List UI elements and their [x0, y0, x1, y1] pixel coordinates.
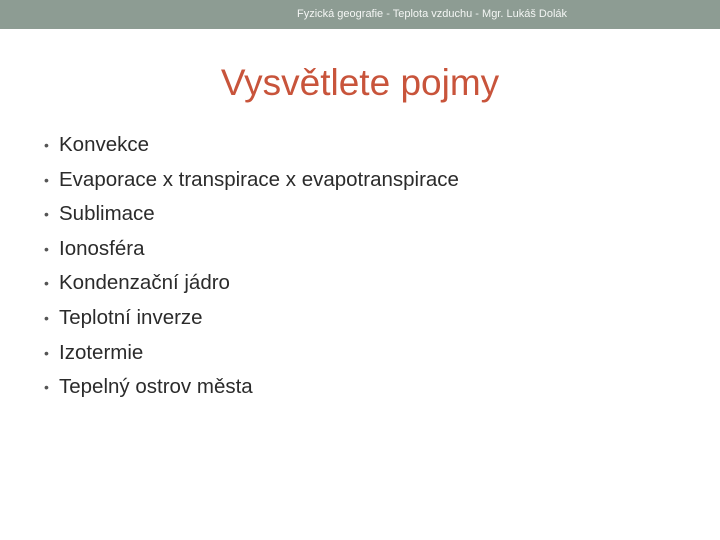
list-item-label: Ionosféra: [59, 236, 145, 260]
list-item: [44, 199, 459, 234]
list-item: [44, 268, 459, 303]
bullet-icon: •: [44, 344, 49, 361]
list-item: [44, 130, 459, 165]
slide-title: Vysvětlete pojmy: [220, 62, 500, 103]
list-item-label: Kondenzační jádro: [59, 271, 230, 295]
bullet-icon: •: [44, 275, 49, 292]
list-item: [44, 372, 459, 407]
list-item: [44, 165, 459, 200]
bullet-icon: •: [44, 171, 49, 188]
header-bar: [0, 0, 720, 29]
header-text: Fyzická geografie - Teplota vzduchu - Mgr. Lukáš Dolák: [296, 8, 568, 20]
list-item-label: Konvekce: [59, 133, 150, 156]
list-item-label: Evaporace x transpirace x evapotranspirace: [59, 167, 459, 191]
bullet-icon: •: [44, 309, 49, 326]
bullet-icon: •: [44, 379, 49, 396]
bullet-list: [44, 130, 459, 407]
bullet-icon: •: [44, 206, 49, 223]
list-item-label: Sublimace: [59, 202, 155, 226]
list-item-label: Tepelný ostrov města: [59, 375, 253, 399]
list-item: [44, 303, 459, 338]
list-item-label: Izotermie: [59, 340, 144, 364]
list-item-label: Teplotní inverze: [59, 305, 203, 329]
bullet-icon: •: [44, 137, 49, 153]
bullet-icon: •: [44, 240, 49, 257]
list-item: [44, 338, 459, 373]
list-item: [44, 234, 459, 269]
